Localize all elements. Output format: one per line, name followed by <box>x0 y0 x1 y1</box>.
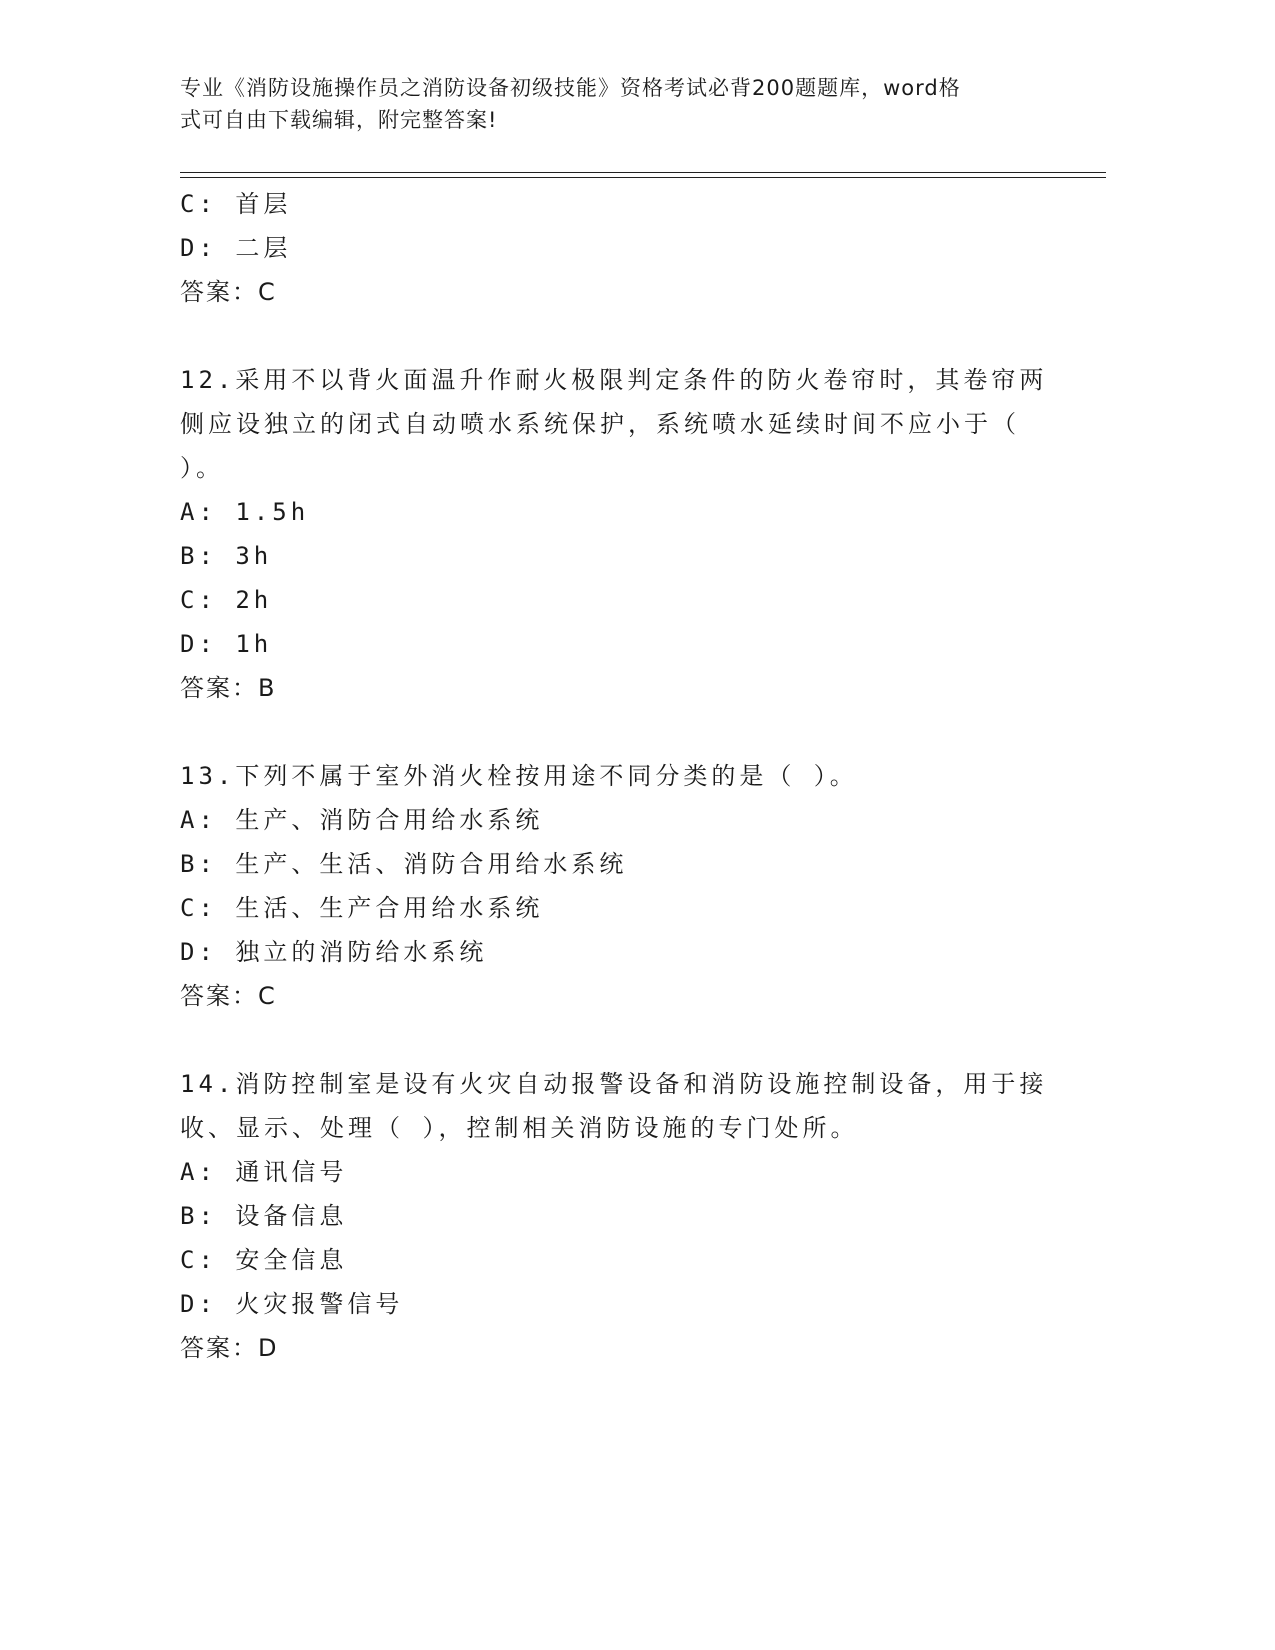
question-stem-line-1: 14.消防控制室是设有火灾自动报警设备和消防设施控制设备，用于接 <box>180 1070 1048 1098</box>
option-a: A: 1.5h <box>180 498 310 526</box>
answer: 答案：B <box>180 674 277 702</box>
option-b: B: 3h <box>180 542 273 570</box>
question-stem-line-2: 收、显示、处理（ ），控制相关消防设施的专门处所。 <box>180 1114 859 1142</box>
page-header <box>180 72 1040 136</box>
option-c: C: 首层 <box>180 190 292 218</box>
option-b: B: 设备信息 <box>180 1202 348 1230</box>
answer: 答案：D <box>180 1334 279 1362</box>
header-divider-top <box>180 172 1106 173</box>
option-d: D: 二层 <box>180 234 292 262</box>
option-a: A: 生产、消防合用给水系统 <box>180 806 544 834</box>
header-divider-bottom <box>180 177 1106 178</box>
answer: 答案：C <box>180 982 277 1010</box>
option-c: C: 生活、生产合用给水系统 <box>180 894 544 922</box>
option-d: D: 1h <box>180 630 273 658</box>
option-d: D: 独立的消防给水系统 <box>180 938 488 966</box>
question-14 <box>180 1062 1080 1370</box>
spacer <box>180 314 1080 358</box>
question-stem-line-3: ）。 <box>180 454 224 482</box>
question-list <box>180 182 1080 1370</box>
answer: 答案：C <box>180 278 277 306</box>
header-line-2: 式可自由下载编辑，附完整答案! <box>180 108 498 132</box>
option-c: C: 2h <box>180 586 273 614</box>
question-stem-line-1: 12.采用不以背火面温升作耐火极限判定条件的防火卷帘时，其卷帘两 <box>180 366 1048 394</box>
option-b: B: 生产、生活、消防合用给水系统 <box>180 850 628 878</box>
question-13 <box>180 754 1080 1018</box>
spacer <box>180 1018 1080 1062</box>
option-a: A: 通讯信号 <box>180 1158 348 1186</box>
question-stem-line-2: 侧应设独立的闭式自动喷水系统保护，系统喷水延续时间不应小于（ <box>180 410 1020 438</box>
spacer <box>180 710 1080 754</box>
option-d: D: 火灾报警信号 <box>180 1290 404 1318</box>
question-11 <box>180 182 1080 314</box>
question-stem-line-1: 13.下列不属于室外消火栓按用途不同分类的是（ ）。 <box>180 762 858 790</box>
option-c: C: 安全信息 <box>180 1246 348 1274</box>
header-line-1: 专业《消防设施操作员之消防设备初级技能》资格考试必背200题题库，word格 <box>180 76 961 100</box>
question-12 <box>180 358 1080 710</box>
